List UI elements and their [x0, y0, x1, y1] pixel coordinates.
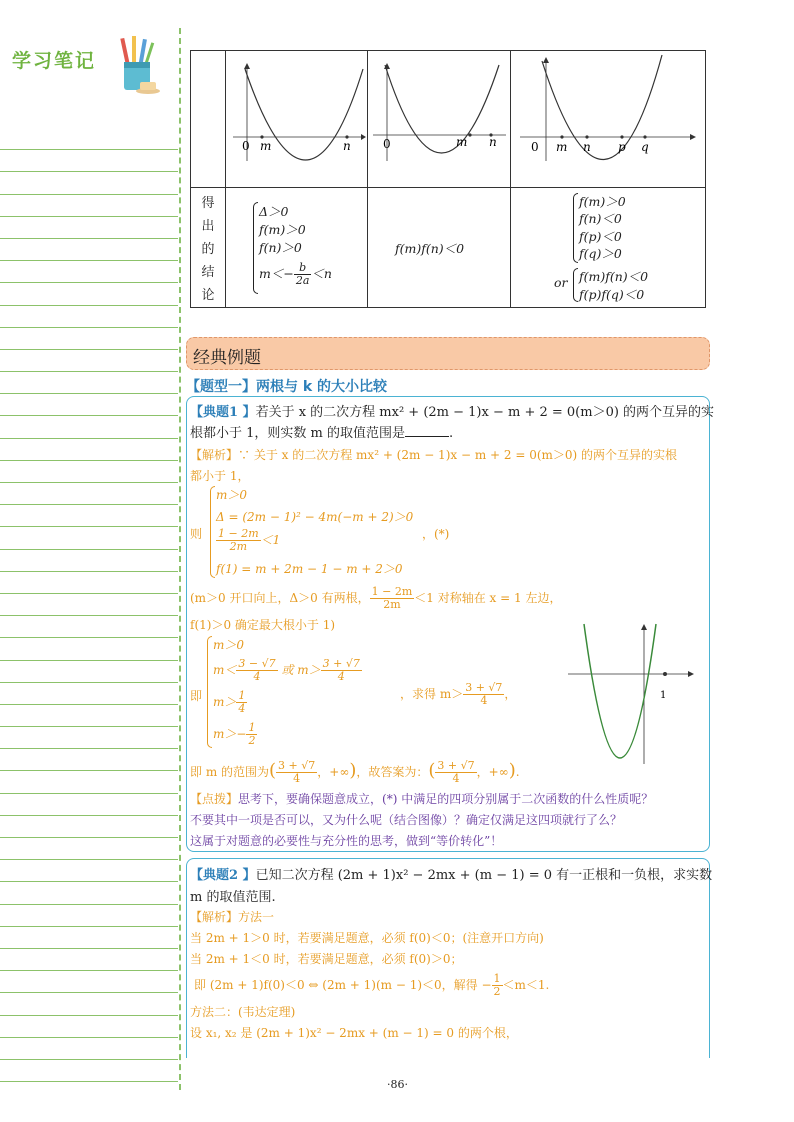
graph3-n: n [583, 140, 591, 154]
example-1-solution-line-1: 【解析】∵ 关于 x 的二次方程 mx² + (2m − 1)x − m + 2 = 0(m＞0) 的两个互异的实根 [190, 448, 678, 462]
note-line [0, 794, 178, 816]
example-2-question-line-1: 【典题2 】已知二次方程 (2m + 1)x² − 2mx + (m − 1) = 0 有一正根和一负根，求实数 [190, 868, 713, 883]
note-line [0, 638, 178, 660]
conclusion-case-3: f(m)＞0 f(n)＜0 f(p)＜0 f(q)＞0 or f(m)f(n)＜0 f(p)f(q)＜0 [554, 194, 649, 302]
note-line [0, 350, 178, 372]
note-lines [0, 128, 178, 1082]
note-line [0, 572, 178, 594]
pencil-cup-icon [118, 36, 162, 94]
note-line [0, 683, 178, 705]
note-line [0, 882, 178, 904]
conclusion-case-2: f(m)f(n)＜0 [395, 241, 465, 256]
example-1-question-line-1: 【典题1 】若关于 x 的二次方程 mx² + (2m − 1)x − m + 2 = 0(m＞0) 的两个互异的实 [190, 405, 715, 420]
note-line [0, 195, 178, 217]
note-line [0, 416, 178, 438]
graph-row [191, 51, 705, 188]
parabola-graph-2 [367, 51, 510, 188]
note-line [0, 527, 178, 549]
conclusion-case-1: Δ＞0 f(m)＞0 f(n)＞0 m＜− $\frac{b}{2a}$ ＜n [225, 188, 367, 308]
parabola-graph-3 [510, 51, 705, 188]
tip-line-3: 这属于对题意的必要性与充分性的思考，做到“等价转化”！ [190, 834, 503, 848]
graph1-m: m [260, 139, 272, 153]
system2-line-2: m＜ $\frac{3 - √7}{4}$ 或 m＞ $\frac{3 + √7}{4}$ [213, 657, 360, 683]
system2-line-3: m＞ $\frac{1}{4}$ [213, 689, 246, 715]
answer-blank[interactable] [405, 425, 449, 437]
note-line [0, 949, 178, 971]
graph1-zero: 0 [242, 139, 250, 153]
note-line [0, 1038, 178, 1060]
note-line [0, 150, 178, 172]
parabola-graph-1 [225, 51, 367, 188]
graph3-p: p [618, 140, 626, 154]
graph-label-one: 1 [660, 690, 667, 701]
note-line [0, 705, 178, 727]
graph3-q: q [641, 140, 649, 154]
ze-label: 则 [190, 527, 203, 541]
note-line [0, 927, 178, 949]
graph2-zero: 0 [383, 137, 391, 151]
note-line [0, 217, 178, 239]
graph3-zero: 0 [531, 140, 539, 154]
ji-label: 即 [190, 689, 203, 703]
example-2-question-line-2: m 的取值范围. [190, 890, 276, 905]
section-header: 经典例题 [186, 337, 710, 370]
conclusion-label: 得 出 的 结 论 [201, 196, 215, 303]
tip-line-1: 【点拨】思考下，要确保题意成立，(*) 中满足的四项分别属于二次函数的什么性质呢？ [190, 792, 654, 806]
note-line [0, 971, 178, 993]
example-2-method-2: 方法二：(韦达定理) [190, 1005, 296, 1019]
note-line [0, 1016, 178, 1038]
example-1-parabola-graph [564, 622, 696, 768]
note-line [0, 505, 178, 527]
example-1-solution-line-2: 都小于 1， [190, 469, 250, 483]
system2-line-4: m＞− $\frac{1}{2}$ [213, 721, 256, 747]
note-line [0, 239, 178, 261]
note-line [0, 727, 178, 749]
note-line [0, 128, 178, 150]
note-line [0, 616, 178, 638]
graph2-m: m [456, 135, 468, 149]
note-line [0, 816, 178, 838]
note-line [0, 372, 178, 394]
note-line [0, 328, 178, 350]
note-line [0, 838, 178, 860]
note-line [0, 550, 178, 572]
tip-line-2: 不要其中一项是否可以，又为什么呢（结合图像）？确定仅满足这四项就行了么？ [190, 813, 623, 827]
note-line [0, 993, 178, 1015]
question-type-title: 【题型一】两根与 k 的大小比较 [186, 379, 388, 395]
note-line [0, 261, 178, 283]
example-2-line-1: 当 2m + 1＞0 时，若要满足题意，必须 f(0)＜0；(注意开口方向) [190, 931, 544, 945]
note-line [0, 172, 178, 194]
example-2-line-4: 设 x₁, x₂ 是 (2m + 1)x² − 2mx + (m − 1) = 0 的两个根， [190, 1026, 518, 1040]
graph2-n: n [489, 135, 497, 149]
graph3-m: m [556, 140, 568, 154]
range-answer: 即 m 的范围为( $\frac{3 + √7}{4}$ ，+∞)，故答案为：( $\frac{3 + √7}{4}$ ，+∞). [190, 759, 520, 785]
example-2-line-2: 当 2m + 1＜0 时，若要满足题意，必须 f(0)＞0； [190, 952, 463, 966]
note-line [0, 394, 178, 416]
note-line [0, 461, 178, 483]
note-line [0, 860, 178, 882]
graph1-n: n [343, 139, 351, 153]
example-1-question-line-2: 根都小于 1，则实数 m 的取值范围是 . [190, 426, 454, 441]
notes-title: 学习笔记 [12, 50, 97, 72]
solve-result: ，求得 m＞ $\frac{3 + √7}{4}$ ， [400, 681, 517, 707]
note-line [0, 594, 178, 616]
system-fraction: $\frac{1 - 2m}{2m}$ ＜1 [218, 527, 281, 553]
note-line [0, 771, 178, 793]
star-mark: ，(*) [422, 527, 450, 541]
note-line [0, 749, 178, 771]
note-line [0, 483, 178, 505]
root-distribution-table [190, 50, 706, 308]
example-2-line-3: 即 (2m + 1)f(0)＜0 ⇔ (2m + 1)(m − 1)＜0，解得 − $\frac{1}{2}$ ＜m＜1. [194, 972, 550, 998]
note-line [0, 661, 178, 683]
note-line [0, 1060, 178, 1082]
note-line [0, 306, 178, 328]
example-1-explanation: (m＞0 开口向上，Δ＞0 有两根， $\frac{1 - 2m}{2m}$ ＜1 对称轴在 x = 1 左边， [190, 585, 562, 611]
note-line [0, 905, 178, 927]
note-line [0, 439, 178, 461]
example-1-explanation-2: f(1)＞0 确定最大根小于 1) [190, 618, 336, 632]
example-2-solution-tag: 【解析】方法一 [190, 910, 275, 924]
page-number: ·86· [387, 1078, 408, 1091]
margin-divider [179, 28, 181, 1090]
notes-margin [0, 0, 182, 1095]
note-line [0, 283, 178, 305]
